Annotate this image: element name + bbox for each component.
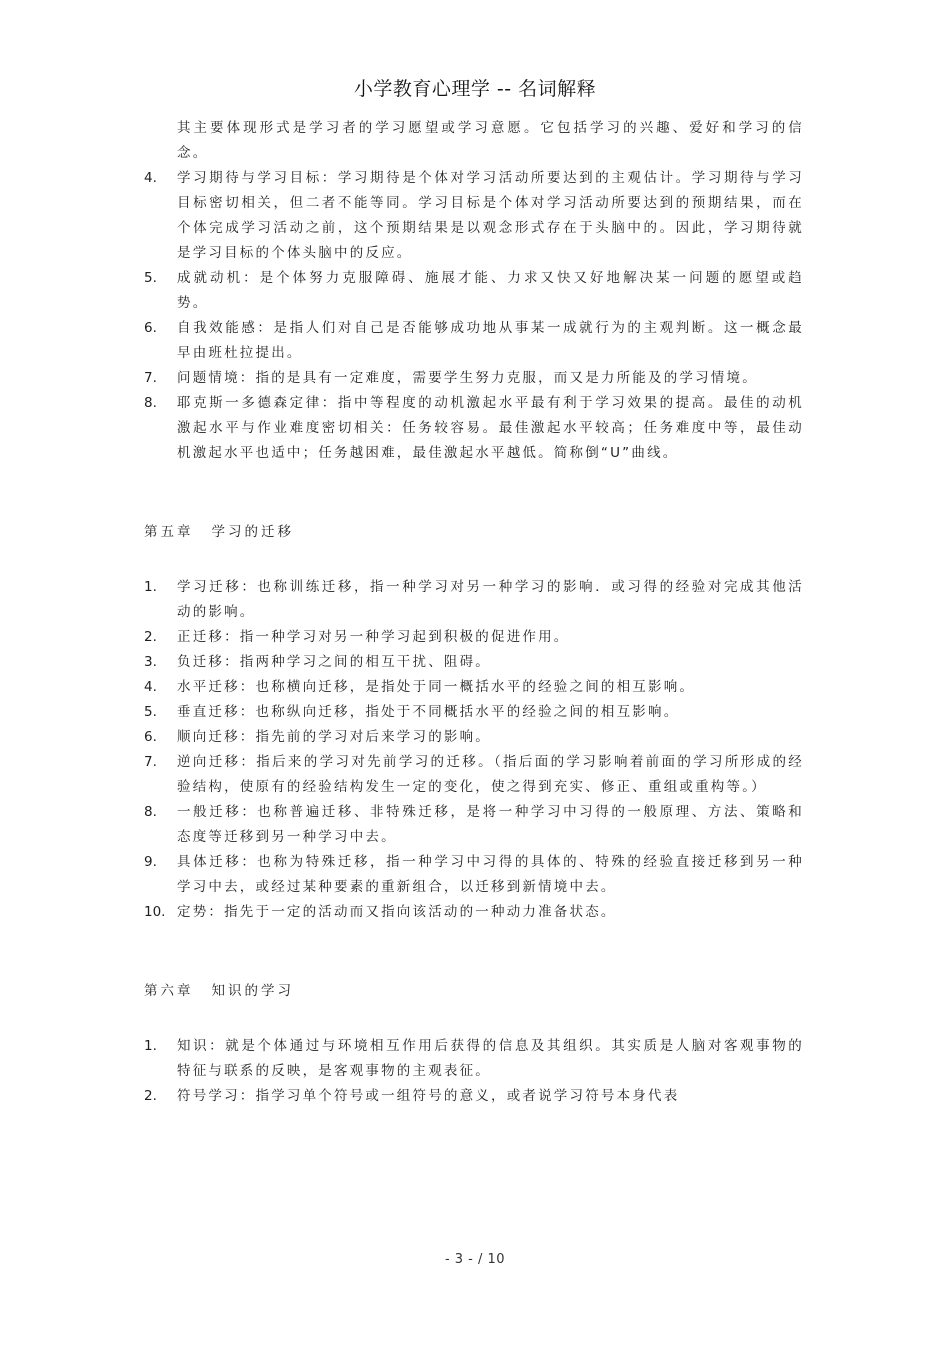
item-number: 4. bbox=[144, 679, 157, 695]
item-text: 逆向迁移：指后来的学习对先前学习的迁移。（指后面的学习影响着前面的学习所形成的经验结构，使原有的经验结构发生一定的变化，使之得到充实、修正、重组或重构等。） bbox=[177, 754, 804, 795]
section-a-list bbox=[144, 166, 804, 466]
list-item bbox=[144, 900, 804, 925]
item-text: 符号学习：指学习单个符号或一组符号的意义，或者说学习符号本身代表 bbox=[177, 1088, 680, 1104]
list-item bbox=[144, 316, 804, 366]
item-text: 具体迁移：也称为特殊迁移，指一种学习中习得的具体的、特殊的经验直接迁移到另一种学习中去，或经过某种要素的重新组合，以迁移到新情境中去。 bbox=[177, 854, 804, 895]
list-item bbox=[144, 366, 804, 391]
item-number: 5. bbox=[144, 270, 157, 286]
item-number: 8. bbox=[144, 395, 157, 411]
item-number: 6. bbox=[144, 729, 157, 745]
chapter-name: 知识的学习 bbox=[211, 983, 294, 999]
chapter-heading bbox=[144, 520, 804, 545]
item-number: 7. bbox=[144, 754, 157, 770]
item-number: 2. bbox=[144, 629, 157, 645]
list-item bbox=[144, 675, 804, 700]
item-text: 问题情境：指的是具有一定难度，需要学生努力克服，而又是力所能及的学习情境。 bbox=[177, 370, 758, 386]
item-number: 9. bbox=[144, 854, 157, 870]
list-item bbox=[144, 700, 804, 725]
chapter-name: 学习的迁移 bbox=[211, 524, 294, 540]
list-item bbox=[144, 650, 804, 675]
list-item bbox=[144, 725, 804, 750]
item-text: 学习迁移：也称训练迁移，指一种学习对另一种学习的影响．或习得的经验对完成其他活动的影响。 bbox=[177, 579, 804, 620]
page-number: - 3 - / 10 bbox=[444, 1252, 506, 1267]
chapter-label: 第五章 bbox=[144, 524, 194, 540]
list-item bbox=[144, 750, 804, 800]
item-number: 1. bbox=[144, 1038, 157, 1054]
item-text: 正迁移：指一种学习对另一种学习起到积极的促进作用。 bbox=[177, 629, 570, 645]
item-number: 7. bbox=[144, 370, 157, 386]
list-item bbox=[144, 391, 804, 466]
item-number: 1. bbox=[144, 579, 157, 595]
item-text: 水平迁移：也称横向迁移，是指处于同一概括水平的经验之间的相互影响。 bbox=[177, 679, 696, 695]
chapter-5-list bbox=[144, 575, 804, 925]
list-item bbox=[144, 575, 804, 625]
item-text: 学习期待与学习目标：学习期待是个体对学习活动所要达到的主观估计。学习期待与学习目标密切相关，但二者不能等同。学习目标是个体对学习活动所要达到的预期结果，而在个体完成学习活动之前，这个预期结果是以观念形式存在于头脑中的。因此，学习期待就是学习目标的个体头脑中的反应。 bbox=[177, 170, 804, 261]
chapter-6-list bbox=[144, 1034, 804, 1109]
item-number: 6. bbox=[144, 320, 157, 336]
list-item bbox=[144, 1034, 804, 1084]
list-item bbox=[144, 800, 804, 850]
item-number: 10. bbox=[144, 904, 166, 920]
item-text: 知识：就是个体通过与环境相互作用后获得的信息及其组织。其实质是人脑对客观事物的特征与联系的反映，是客观事物的主观表征。 bbox=[177, 1038, 804, 1079]
item-text: 负迁移：指两种学习之间的相互干扰、阻碍。 bbox=[177, 654, 491, 670]
item-text: 自我效能感：是指人们对自己是否能够成功地从事某一成就行为的主观判断。这一概念最早由班杜拉提出。 bbox=[177, 320, 804, 361]
list-item bbox=[144, 850, 804, 900]
list-item bbox=[144, 1084, 804, 1109]
item-number: 8. bbox=[144, 804, 157, 820]
list-item bbox=[144, 266, 804, 316]
item-number: 2. bbox=[144, 1088, 157, 1104]
item-text: 垂直迁移：也称纵向迁移，指处于不同概括水平的经验之间的相互影响。 bbox=[177, 704, 680, 720]
item-text: 定势：指先于一定的活动而又指向该活动的一种动力准备状态。 bbox=[177, 904, 617, 920]
continuation-paragraph: 其主要体现形式是学习者的学习愿望或学习意愿。它包括学习的兴趣、爱好和学习的信念。 bbox=[177, 120, 804, 161]
list-item bbox=[144, 625, 804, 650]
item-text: 成就动机：是个体努力克服障碍、施展才能、力求又快又好地解决某一问题的愿望或趋势。 bbox=[177, 270, 804, 311]
chapter-label: 第六章 bbox=[144, 983, 194, 999]
item-text: 耶克斯一多德森定律：指中等程度的动机激起水平最有利于学习效果的提高。最佳的动机激起水平与作业难度密切相关：任务较容易。最佳激起水平较高；任务难度中等，最佳动机激起水平也适中；任务越困难，最佳激起水平越低。简称倒“U”曲线。 bbox=[177, 395, 804, 461]
chapter-heading bbox=[144, 979, 804, 1004]
item-number: 5. bbox=[144, 704, 157, 720]
item-number: 3. bbox=[144, 654, 157, 670]
document-body bbox=[144, 116, 804, 1109]
list-item bbox=[144, 166, 804, 266]
item-number: 4. bbox=[144, 170, 157, 186]
item-text: 顺向迁移：指先前的学习对后来学习的影响。 bbox=[177, 729, 491, 745]
item-text: 一般迁移：也称普遍迁移、非特殊迁移，是将一种学习中习得的一般原理、方法、策略和态度等迁移到另一种学习中去。 bbox=[177, 804, 804, 845]
page-title: 小学教育心理学 -- 名词解释 bbox=[353, 78, 597, 100]
